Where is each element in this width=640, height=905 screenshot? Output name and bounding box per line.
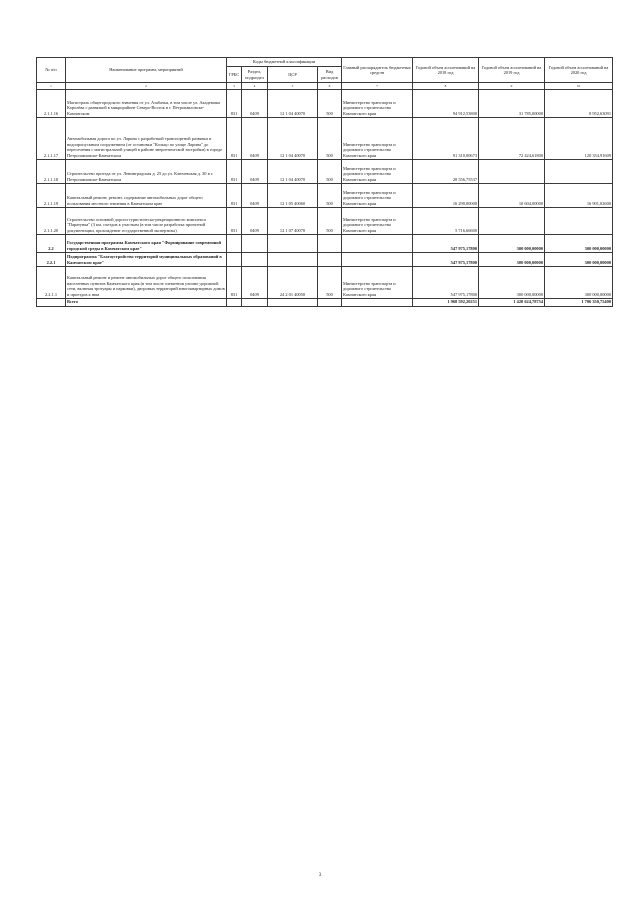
row-section — [242, 234, 268, 252]
budget-table — [36, 57, 613, 307]
row-grbs: 831 — [227, 266, 242, 298]
row-2020: 16 901,02600 — [545, 183, 613, 207]
row-name: Капитальный ремонт, ремонт, содержание автомобильных дорог общего пользования местного значения в Камчатском крае — [66, 183, 227, 207]
row-2019: 300 000,00000 — [479, 266, 545, 298]
row-name: Подпрограмма "Благоустройство территорий муниципальных образований в Камчатском крае" — [66, 252, 227, 266]
column-index: 7 — [342, 83, 413, 89]
row-section: 0409 — [242, 89, 268, 117]
row-vr: 500 — [318, 266, 342, 298]
row-2018: 16 290,00000 — [413, 183, 479, 207]
column-index: 8 — [413, 83, 479, 89]
total-2020: 1 706 350,75400 — [545, 298, 613, 306]
col-codes-group-header: Коды бюджетной классификации — [227, 58, 342, 67]
row-section: 0409 — [242, 159, 268, 183]
row-2019: 31 785,00000 — [479, 89, 545, 117]
total-2018: 1 968 592,20251 — [413, 298, 479, 306]
total-empty-cell — [227, 298, 242, 306]
row-vr: 500 — [318, 89, 342, 117]
row-executor: Министерство транспорта и дорожного строительства Камчатского края — [342, 89, 413, 117]
row-section — [242, 252, 268, 266]
col-name-header: Наименование программ, мероприятий — [66, 58, 227, 83]
column-index: 9 — [479, 83, 545, 89]
row-2020: 300 000,00000 — [545, 266, 613, 298]
row-2018: 5 716,66600 — [413, 207, 479, 234]
row-csr — [268, 234, 318, 252]
col-csr-header: ЦСР — [268, 67, 318, 83]
row-2018: 547 975,17800 — [413, 252, 479, 266]
row-number: 2.1.1.17 — [37, 117, 66, 159]
row-executor — [342, 234, 413, 252]
row-2019: 300 000,00000 — [479, 234, 545, 252]
col-section-header: Раздел, подраздел — [242, 67, 268, 83]
column-index: 1 — [37, 83, 66, 89]
column-index: 5 — [268, 83, 318, 89]
total-empty-cell — [342, 298, 413, 306]
row-csr: 12 1 05 40060 — [268, 183, 318, 207]
row-vr: 500 — [318, 159, 342, 183]
row-executor: Министерство транспорта и дорожного строительства Камчатского края — [342, 159, 413, 183]
row-2020 — [545, 207, 613, 234]
row-2019: 300 000,00000 — [479, 252, 545, 266]
row-executor: Министерство транспорта и дорожного строительства Камчатского края — [342, 183, 413, 207]
row-vr: 500 — [318, 117, 342, 159]
table-row-total — [37, 298, 613, 306]
row-section: 0409 — [242, 207, 268, 234]
row-csr: 12 1 04 40070 — [268, 117, 318, 159]
row-grbs: 831 — [227, 159, 242, 183]
row-name: Магистраль общегородского значения от ул. Азабачья, в том числе ул. Академика Королёва с развязкой в микрорайоне Северо-Восток в г. Петропавловске-Камчатском — [66, 89, 227, 117]
row-csr: 12 1 04 40070 — [268, 89, 318, 117]
column-index: 4 — [242, 83, 268, 89]
row-2020: 300 000,00000 — [545, 252, 613, 266]
row-2019 — [479, 159, 545, 183]
col-2018-header: Годовой объем ассигнований на 2018 год — [413, 58, 479, 83]
row-executor: Министерство транспорта и дорожного строительства Камчатского края — [342, 266, 413, 298]
column-index: 10 — [545, 83, 613, 89]
row-grbs: 831 — [227, 207, 242, 234]
row-grbs — [227, 252, 242, 266]
row-grbs — [227, 234, 242, 252]
total-empty-cell — [242, 298, 268, 306]
col-2020-header: Годовой объем ассигнований на 2020 год — [545, 58, 613, 83]
row-section: 0409 — [242, 183, 268, 207]
row-csr — [268, 252, 318, 266]
row-number: 2.1.1.16 — [37, 89, 66, 117]
row-executor — [342, 252, 413, 266]
total-empty-cell — [318, 298, 342, 306]
column-index: 6 — [318, 83, 342, 89]
row-vr: 500 — [318, 207, 342, 234]
row-2018: 547 975,17800 — [413, 266, 479, 298]
row-name: Автомобильная дорога по ул. Ларина с разработкой транспортной развязки и водопропускным сооружением (от остановки "Кольцо по улице Ларина" до пересечения с магистральной улицей в районе энергетической застройки) в городе Петропавловске-Камчатском — [66, 117, 227, 159]
row-name: Капитальный ремонт и ремонт автомобильных дорог общего пользования населенных пунктов Камчатского края (в том числе элементов улично-дорожной сети, включая тротуары и парковки), дворовых территорий многоквартирных домов и проездов к ним — [66, 266, 227, 298]
table-row — [37, 266, 613, 298]
total-label: Всего — [66, 298, 227, 306]
row-vr — [318, 252, 342, 266]
row-executor: Министерство транспорта и дорожного строительства Камчатского края — [342, 207, 413, 234]
row-grbs: 831 — [227, 183, 242, 207]
row-name: Государственная программа Камчатского края "Формирование современной городской среды в Камчатском крае" — [66, 234, 227, 252]
row-name: Строительство проезда от ул. Ленинградская д. 25 до ул. Ключевская д. 30 в г. Петропавловске-Камчатском — [66, 159, 227, 183]
row-grbs: 831 — [227, 89, 242, 117]
col-executor-header: Главный распорядитель бюджетных средств — [342, 58, 413, 83]
table-row — [37, 89, 613, 117]
row-name: Строительство основной дороги туристическо-рекреационного комплекса "Паратунка" (3 км. съездов к участкам (в том числе разработка проектной документации, прохождение государственной экспертизы) — [66, 207, 227, 234]
row-2018: 28 556,75537 — [413, 159, 479, 183]
row-2020 — [545, 159, 613, 183]
row-number: 2.2.1 — [37, 252, 66, 266]
column-index: 2 — [66, 83, 227, 89]
total-empty-cell — [268, 298, 318, 306]
table-row-program — [37, 234, 613, 252]
table-row — [37, 207, 613, 234]
row-2018: 94 912,53800 — [413, 89, 479, 117]
table-row — [37, 183, 613, 207]
row-2019: 10 604,00000 — [479, 183, 545, 207]
row-2019 — [479, 207, 545, 234]
col-grbs-header: ГРБС — [227, 67, 242, 83]
row-csr: 24 2 01 40050 — [268, 266, 318, 298]
row-2018: 547 975,17800 — [413, 234, 479, 252]
row-number: 2.1.1.20 — [37, 207, 66, 234]
total-2019: 1 420 624,78754 — [479, 298, 545, 306]
row-number: 2.1.1.18 — [37, 159, 66, 183]
row-section: 0409 — [242, 117, 268, 159]
row-number: 2.2 — [37, 234, 66, 252]
row-grbs: 831 — [227, 117, 242, 159]
table-row-subprogram — [37, 252, 613, 266]
row-2020: 8 952,63091 — [545, 89, 613, 117]
page-number: 3 — [318, 873, 322, 878]
total-empty-cell — [37, 298, 66, 306]
row-number: 2.2.1.1 — [37, 266, 66, 298]
table-header-row — [37, 58, 613, 67]
row-executor: Министерство транспорта и дорожного строительства Камчатского края — [342, 117, 413, 159]
row-2020: 300 000,00000 — [545, 234, 613, 252]
row-number: 2.1.1.19 — [37, 183, 66, 207]
table-row — [37, 117, 613, 159]
row-vr — [318, 234, 342, 252]
row-2020: 120 354,91609 — [545, 117, 613, 159]
row-vr: 500 — [318, 183, 342, 207]
column-index: 3 — [227, 83, 242, 89]
row-csr: 12 1 07 40070 — [268, 207, 318, 234]
row-csr: 12 1 04 40070 — [268, 159, 318, 183]
row-2019: 72 424,61800 — [479, 117, 545, 159]
budget-sheet — [36, 57, 612, 307]
row-section: 0409 — [242, 266, 268, 298]
col-num-header: № п/п — [37, 58, 66, 83]
row-2018: 91 310,00673 — [413, 117, 479, 159]
col-vr-header: Вид расходов — [318, 67, 342, 83]
table-row — [37, 159, 613, 183]
col-2019-header: Годовой объем ассигнований на 2019 год — [479, 58, 545, 83]
